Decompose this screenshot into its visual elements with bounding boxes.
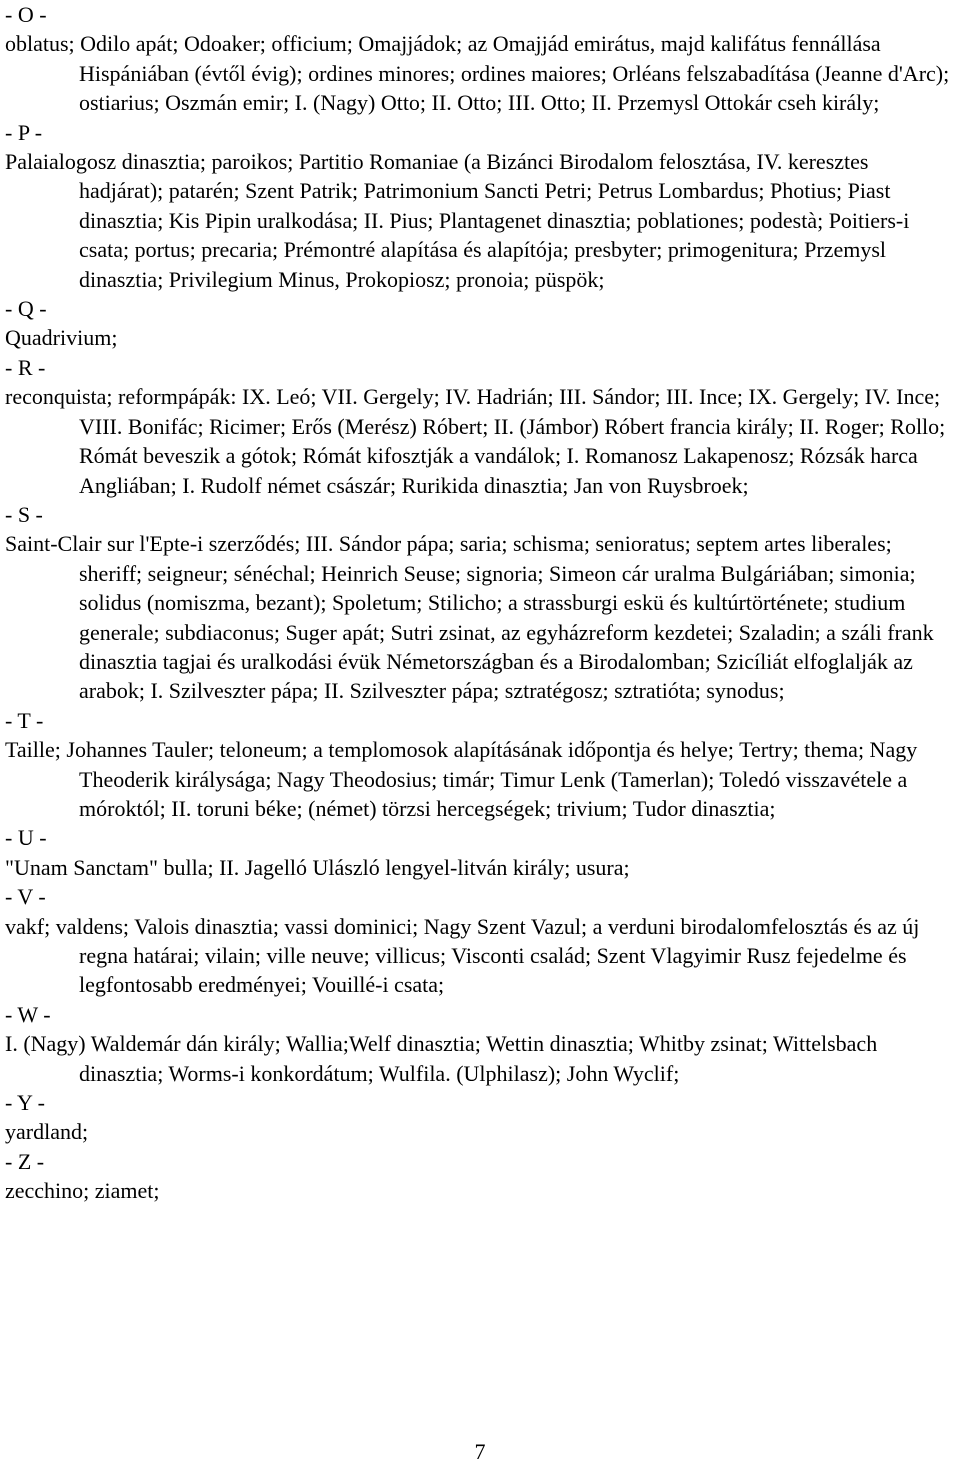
section-entries-p: Palaialogosz dinasztia; paroikos; Partitio Romaniae (a Bizánci Birodalom felosztása, IV. keresztes hadjárat); patarén; Szent Patrik; Patrimonium Sancti Petri; Petrus Lombardus; Photius; Piast dinasztia; Kis Pipin uralkodása; II. Pius; Plantagenet dinasztia; poblationes; podestà; Poitiers-i csata; portus; precaria; Prémontré alapítása és alapítója; presbyter; primogenitura; Przemysl dinasztia; Privilegium Minus, Prokopiosz; pronoia; püspök; <box>5 149 910 292</box>
section-heading-y: - Y - <box>5 1090 45 1116</box>
section-entries-y: yardland; <box>5 1119 89 1145</box>
section-heading-w: - W - <box>5 1001 51 1027</box>
section-entries-z: zecchino; ziamet; <box>5 1178 160 1204</box>
section-heading-t: - T - <box>5 707 44 733</box>
section-heading-o: - O - <box>5 2 47 27</box>
section-heading-p: - P - <box>5 119 43 145</box>
section-entries-u: "Unam Sanctam" bulla; II. Jagelló Ulászló lengyel-litván király; usura; <box>5 854 630 880</box>
index-page <box>5 0 955 1206</box>
section-heading-v: - V - <box>5 884 46 910</box>
section-entries-r: reconquista; reformpápák: IX. Leó; VII. Gergely; IV. Hadrián; III. Sándor; III. Ince; IX. Gergely; IV. Ince; VIII. Bonifác; Ricimer; Erős (Merész) Róbert; II. (Jámbor) Róbert francia király; II. Roger; Rollo; Rómát beveszik a gótok; Rómát kifosztják a vandálok; I. Romanosz Lakapenosz; Rózsák harca Angliában; I. Rudolf német császár; Rurikida dinasztia; Jan von Ruysbroek; <box>5 384 946 498</box>
section-entries-t: Taille; Johannes Tauler; teloneum; a templomosok alapításának időpontja és helye; Tertry; thema; Nagy Theoderik királysága; Nagy Theodosius; timár; Timur Lenk (Tamerlan); Toledó visszavétele a móroktól; II. toruni béke; (német) törzsi hercegségek; trivium; Tudor dinasztia; <box>5 737 918 821</box>
section-entries-o: oblatus; Odilo apát; Odoaker; officium; Omajjádok; az Omajjád emirátus, majd kalifátus fennállása Hispániában (évtől évig); ordines minores; ordines maiores; Orléans felszabadítása (Jeanne d'Arc); ostiarius; Oszmán emir; I. (Nagy) Otto; II. Otto; III. Otto; II. Przemysl Ottokár cseh király; <box>5 31 950 116</box>
section-heading-q: - Q - <box>5 296 47 322</box>
section-entries-v: vakf; valdens; Valois dinasztia; vassi dominici; Nagy Szent Vazul; a verduni birodalomfelosztás és az új regna határai; vilain; ville neuve; villicus; Visconti család; Szent Vlagyimir Rusz fejedelme és legfontosabb eredményei; Vouillé-i csata; <box>5 913 920 998</box>
section-entries-w: I. (Nagy) Waldemár dán király; Wallia;Welf dinasztia; Wettin dinasztia; Whitby zsinat; Wittelsbach dinasztia; Worms-i konkordátum; Wulfila. (Ulphilasz); John Wyclif; <box>5 1031 878 1086</box>
section-heading-s: - S - <box>5 501 43 527</box>
section-entries-s: Saint-Clair sur l'Epte-i szerződés; III. Sándor pápa; saria; schisma; senioratus; septem artes liberales; sheriff; seigneur; sénéchal; Heinrich Seuse; signoria; Simeon cár uralma Bulgáriában; simonia; solidus (nomiszma, bezant); Spoletum; Stilicho; a strassburgi eskü és kultúrtörténete; studium generale; subdiaconus; Suger apát; Sutri zsinat, az egyházreform kezdetei; Szaladin; a száli frank dinasztia tagjai és uralkodási évük Németországban és a Birodalomban; Szicíliát elfoglalják az arabok; I. Szilveszter pápa; II. Szilveszter pápa; sztratégosz; sztratióta; synodus; <box>5 531 934 704</box>
section-heading-r: - R - <box>5 354 46 380</box>
page-number: 7 <box>474 1439 486 1464</box>
section-heading-z: - Z - <box>5 1148 45 1174</box>
section-heading-u: - U - <box>5 825 47 851</box>
section-entries-q: Quadrivium; <box>5 325 118 351</box>
